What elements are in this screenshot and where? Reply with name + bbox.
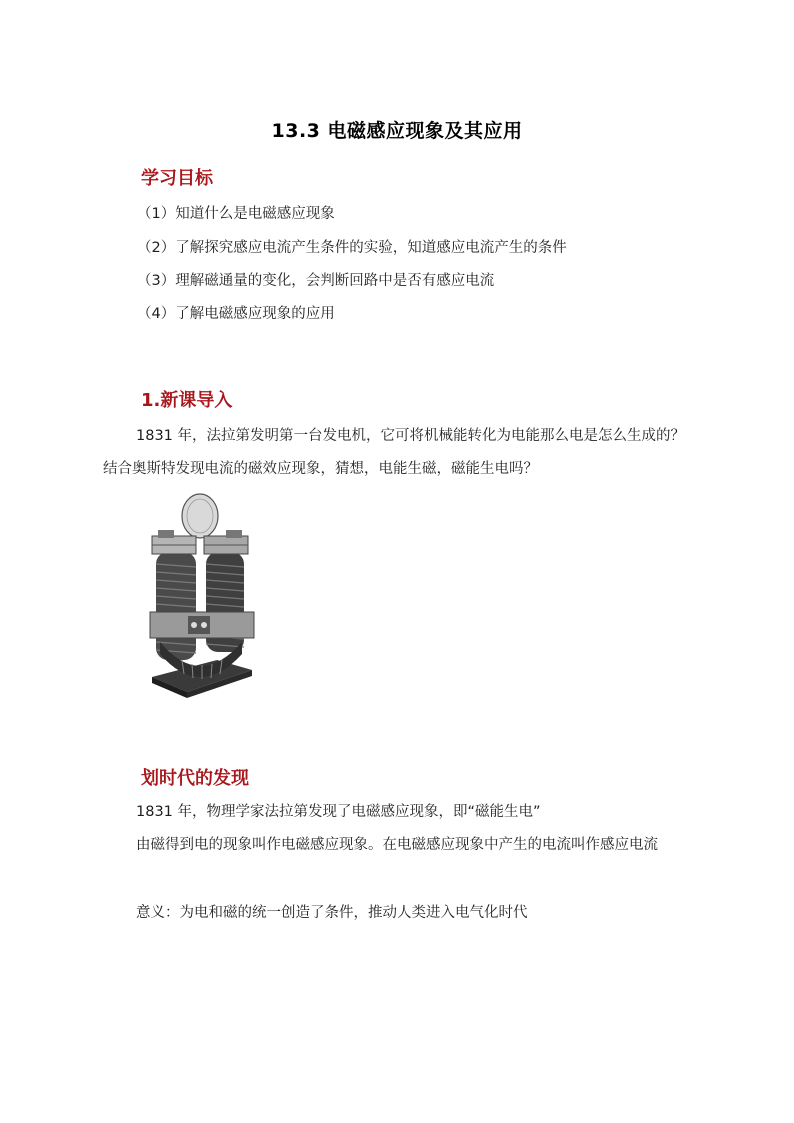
faraday-generator-illustration <box>142 492 260 700</box>
goal-item-4: （4）了解电磁感应现象的应用 <box>137 306 335 322</box>
goal-item-1: （1）知道什么是电磁感应现象 <box>137 206 335 222</box>
discovery-line-1: 1831 年，物理学家法拉第发现了电磁感应现象，即“磁能生电” <box>136 804 541 820</box>
learning-goals-heading: 学习目标 <box>141 168 213 189</box>
discovery-line-3: 意义：为电和磁的统一创造了条件，推动人类进入电气化时代 <box>136 905 528 921</box>
goal-item-3: （3）理解磁通量的变化，会判断回路中是否有感应电流 <box>137 273 495 289</box>
intro-paragraph: 1831 年，法拉第发明第一台发电机，它可将机械能转化为电能那么电是怎么生成的？结合奥斯特发现电流的磁效应现象，猜想，电能生磁，磁能生电吗？ <box>103 428 686 477</box>
discovery-line-2: 由磁得到电的现象叫作电磁感应现象。在电磁感应现象中产生的电流叫作感应电流 <box>136 837 658 853</box>
discovery-heading: 划时代的发现 <box>141 768 249 789</box>
page-title: 13.3 电磁感应现象及其应用 <box>271 120 523 142</box>
goal-item-2: （2）了解探究感应电流产生条件的实验，知道感应电流产生的条件 <box>137 240 567 256</box>
intro-heading: 1.新课导入 <box>141 390 233 411</box>
